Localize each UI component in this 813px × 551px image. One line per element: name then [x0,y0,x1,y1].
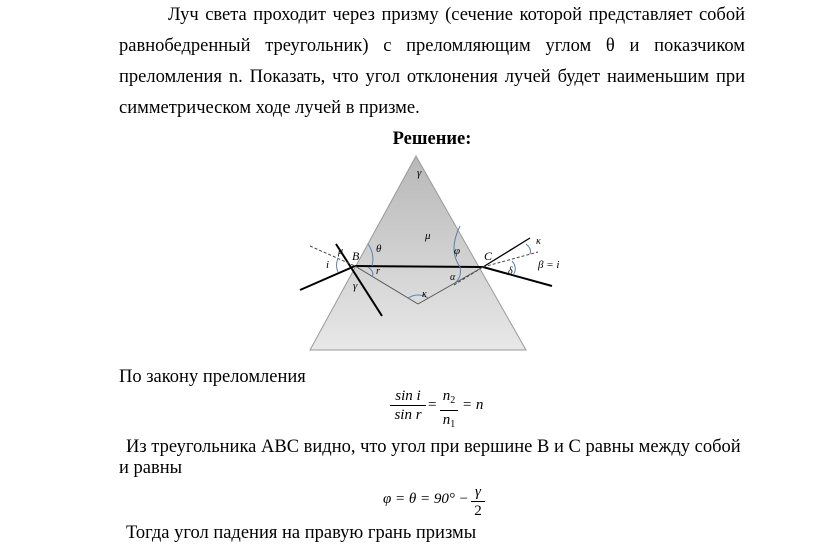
label-theta: θ [376,243,382,255]
arc-i [337,258,339,272]
triangle-text-line1: Из треугольника ABC видно, что угол при вершине B и C равны между собой [126,437,741,457]
last-line: Тогда угол падения на правую грань призмы [126,523,477,543]
label-gamma-bottom: γ [353,280,358,292]
prism-diagram [280,154,570,354]
formula1-den-right: n [442,412,451,428]
formula1-num-left: sin i [395,388,421,404]
formula2-lhs: φ = θ = 90° − [383,491,469,507]
label-gamma-top: γ [417,167,422,179]
formula-snell [390,387,510,433]
formula1-eq1: = [428,397,437,413]
label-delta: δ [508,266,513,277]
formula1-num-right-sub: 2 [450,395,456,406]
formula1-num-right: n [442,388,451,404]
label-i: i [326,259,330,271]
solution-heading: Решение: [392,129,472,149]
extension-b [310,246,355,266]
law-text: По закону преломления [119,367,306,387]
label-kappa-bottom: κ [422,289,427,300]
arc-kappa-right [526,244,531,254]
triangle-text-line2: и равны [119,458,183,478]
label-beta-eq-i: β = i [538,259,560,271]
label-kappa-right: κ [536,236,541,247]
label-mu-left: μ [338,246,344,257]
formula-angle [383,483,503,523]
label-mu-inner: μ [425,230,431,242]
label-alpha: α [450,272,456,283]
refracted-ray [355,266,483,267]
label-phi: φ [454,245,461,257]
formula1-den-right-sub: 1 [450,419,456,430]
label-r: r [376,266,380,277]
formula2-den: 2 [474,503,482,519]
label-point-b: B [352,249,360,263]
problem-statement: Луч света проходит через призму (сечение которой представляет собой равнобедренный треугольник) с преломляющим углом θ и показчиком преломления n. Показать, что угол отклонения лучей будет наименьшим при симметрическом ходе лучей в призме. [119,5,745,118]
formula2-num: γ [475,484,481,500]
formula1-eq2: = n [462,397,484,413]
label-point-c: C [484,249,493,263]
formula1-den-left: sin r [394,407,422,423]
